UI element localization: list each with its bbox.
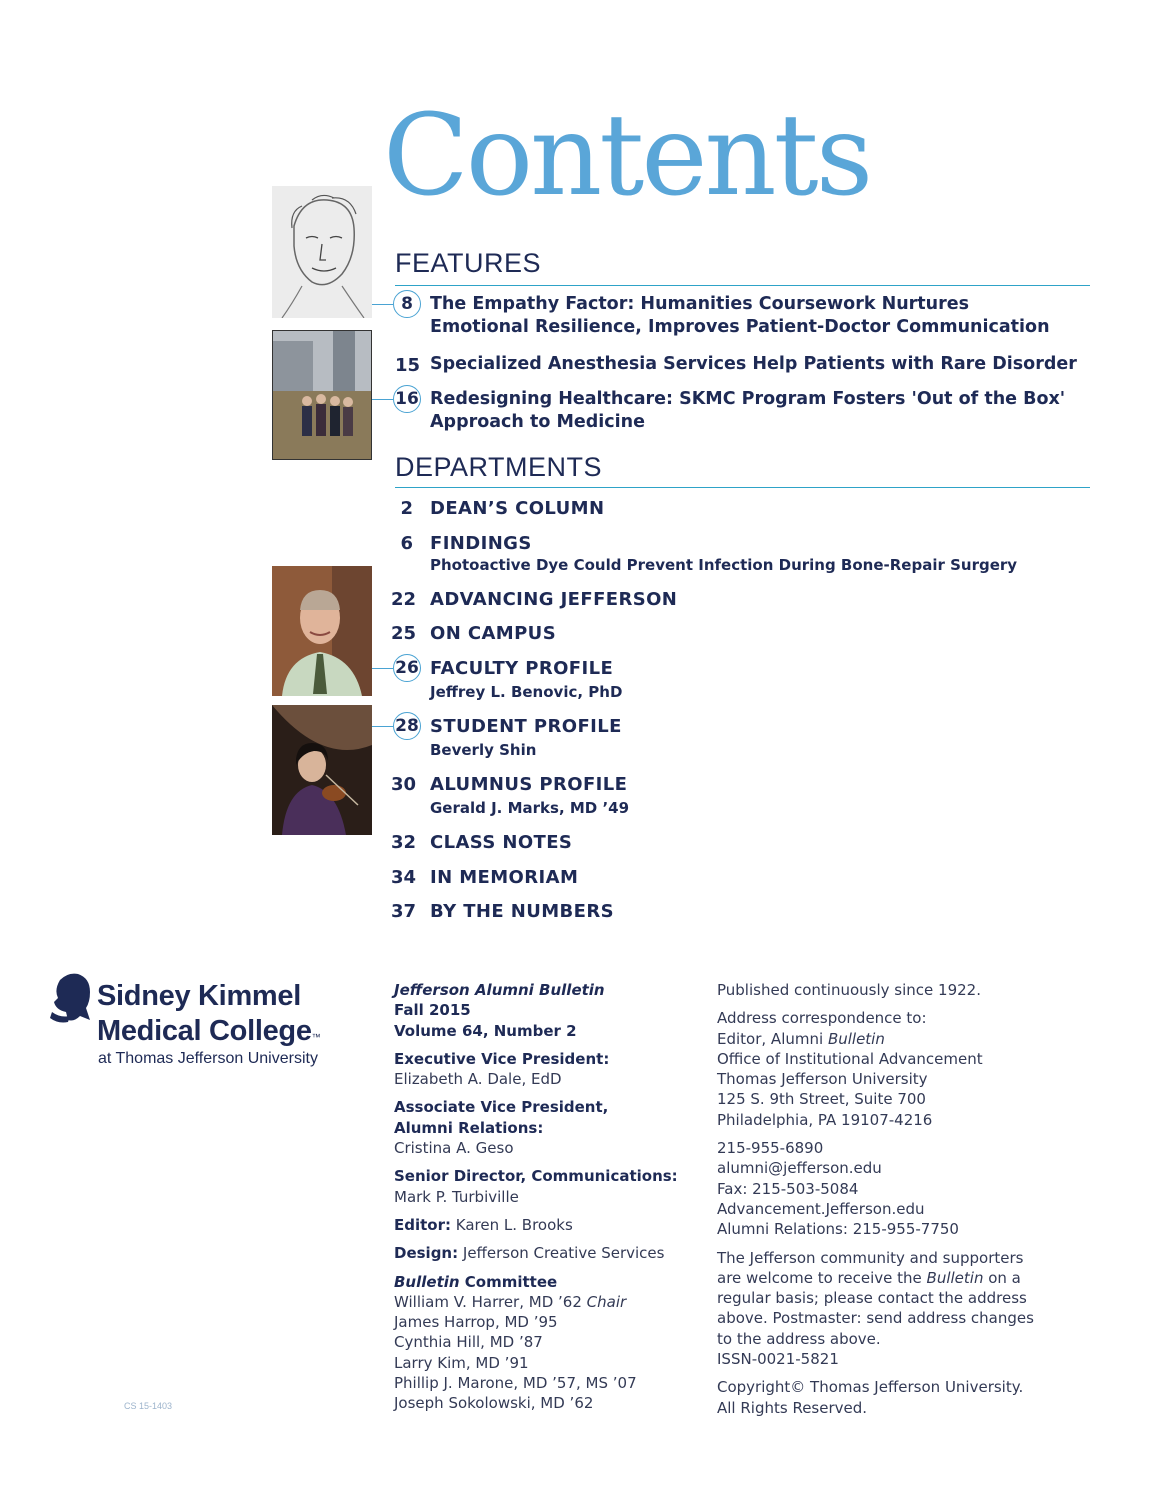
address-university: Thomas Jefferson University xyxy=(717,1070,928,1089)
committee-label: Bulletin Committee xyxy=(394,1272,558,1291)
copyright xyxy=(717,1377,1047,1418)
page-number: 22 xyxy=(391,589,417,610)
leader-line xyxy=(372,668,393,669)
address-street: 125 S. 9th Street, Suite 700 xyxy=(717,1090,926,1109)
address-intro: Address correspondence to: xyxy=(717,1009,927,1028)
committee-member: James Harrop, MD ’95 xyxy=(394,1313,558,1332)
dept-item-advancing-jefferson[interactable]: ADVANCING JEFFERSON xyxy=(430,589,678,610)
page-number: 32 xyxy=(391,832,417,853)
address-city: Philadelphia, PA 19107-4216 xyxy=(717,1110,933,1129)
avp-block xyxy=(394,1097,694,1158)
leader-line xyxy=(372,726,393,727)
page-number: 30 xyxy=(391,774,417,795)
communications-label: Senior Director, Communications: xyxy=(394,1167,678,1186)
publication-info xyxy=(717,980,1047,1418)
dept-item-by-the-numbers[interactable]: BY THE NUMBERS xyxy=(430,901,614,922)
committee-member: Joseph Sokolowski, MD ’62 xyxy=(394,1394,594,1413)
college-logo-mark xyxy=(50,972,94,1030)
thumbnail-student-violinist xyxy=(272,705,372,835)
communications-name: Mark P. Turbiville xyxy=(394,1187,519,1206)
design-label: Design: xyxy=(394,1244,459,1263)
editor-block xyxy=(394,1215,694,1235)
dept-subtitle: Photoactive Dye Could Prevent Infection During Bone-Repair Surgery xyxy=(430,556,1018,574)
notice-line: are welcome to receive the Bulletin on a xyxy=(717,1268,1021,1287)
departments-heading: DEPARTMENTS xyxy=(395,452,603,482)
dept-item-alumnus-profile[interactable]: ALUMNUS PROFILE xyxy=(430,774,628,795)
silhouette-icon xyxy=(50,972,94,1026)
page-number-badge: 16 xyxy=(393,385,421,413)
copyright-line: All Rights Reserved. xyxy=(717,1398,868,1417)
leader-line xyxy=(372,304,393,305)
phone: 215-955-6890 xyxy=(717,1139,824,1158)
evp-label: Executive Vice President: xyxy=(394,1049,610,1068)
notice-line: The Jefferson community and supporters xyxy=(717,1248,1024,1267)
communications-block xyxy=(394,1166,694,1207)
publication-block xyxy=(394,980,694,1041)
committee-member: Larry Kim, MD ’91 xyxy=(394,1353,529,1372)
avp-label: Associate Vice President, xyxy=(394,1098,609,1117)
committee-block xyxy=(394,1272,694,1414)
committee-member: Cynthia Hill, MD ’87 xyxy=(394,1333,543,1352)
feature-title-line: Specialized Anesthesia Services Help Patients with Rare Disorder xyxy=(430,354,1077,374)
editor-label: Editor: xyxy=(394,1215,451,1234)
dept-item-findings[interactable]: FINDINGS xyxy=(430,533,532,554)
evp-name: Elizabeth A. Dale, EdD xyxy=(394,1070,562,1089)
thumbnail-faculty-portrait xyxy=(272,566,372,696)
features-divider xyxy=(395,285,1090,286)
page-number-badge: 28 xyxy=(393,712,421,740)
copyright-line: Copyright© Thomas Jefferson University. xyxy=(717,1378,1024,1397)
thumbnail-group-photo xyxy=(272,330,372,460)
address-office: Office of Institutional Advancement xyxy=(717,1049,983,1068)
page-number: 15 xyxy=(395,355,421,376)
editor-name: Karen L. Brooks xyxy=(455,1215,573,1234)
dept-item-deans-column[interactable]: DEAN’S COLUMN xyxy=(430,498,605,519)
avp-label: Alumni Relations: xyxy=(394,1118,544,1137)
dept-subtitle: Beverly Shin xyxy=(430,741,537,759)
dept-subtitle: Gerald J. Marks, MD ’49 xyxy=(430,799,630,817)
thumbnail-sketch-portrait xyxy=(272,186,372,318)
notice-line: above. Postmaster: send address changes xyxy=(717,1309,1034,1328)
page-number: 37 xyxy=(391,901,417,922)
page-title: Contents xyxy=(383,91,871,221)
leader-line xyxy=(372,399,393,400)
issue: Fall 2015 xyxy=(394,1001,471,1020)
departments-divider xyxy=(395,487,1090,488)
committee-member: Phillip J. Marone, MD ’57, MS ’07 xyxy=(394,1374,637,1393)
design-name: Jefferson Creative Services xyxy=(462,1244,665,1263)
page-number-badge: 8 xyxy=(393,290,421,318)
dept-subtitle: Jeffrey L. Benovic, PhD xyxy=(430,683,623,701)
evp-block xyxy=(394,1049,694,1090)
dept-item-student-profile[interactable]: STUDENT PROFILE xyxy=(430,716,622,737)
volume: Volume 64, Number 2 xyxy=(394,1021,577,1040)
email-link[interactable]: alumni@jefferson.edu xyxy=(717,1159,882,1178)
issn: ISSN-0021-5821 xyxy=(717,1350,839,1369)
page-number: 25 xyxy=(391,623,417,644)
trademark: ™ xyxy=(311,1032,321,1042)
dept-item-class-notes[interactable]: CLASS NOTES xyxy=(430,832,573,853)
feature-title-line: Approach to Medicine xyxy=(430,412,645,432)
alumni-relations-phone: Alumni Relations: 215-955-7750 xyxy=(717,1220,959,1239)
logo-line-1: Sidney Kimmel xyxy=(97,980,301,1012)
page-number: 6 xyxy=(400,533,413,554)
subscription-notice xyxy=(717,1248,1047,1370)
committee-member: William V. Harrer, MD ’62 Chair xyxy=(394,1292,627,1311)
features-heading: FEATURES xyxy=(395,248,542,278)
feature-title-line: The Empathy Factor: Humanities Coursework Nurtures xyxy=(430,294,970,314)
job-code: CS 15-1403 xyxy=(124,1401,173,1411)
notice-line: regular basis; please contact the address xyxy=(717,1289,1027,1308)
avp-name: Cristina A. Geso xyxy=(394,1139,514,1158)
feature-item-empathy[interactable] xyxy=(430,293,1050,339)
page-number-badge: 26 xyxy=(393,654,421,682)
page-number: 2 xyxy=(400,498,413,519)
dept-item-on-campus[interactable]: ON CAMPUS xyxy=(430,623,557,644)
logo-line-2-text: Medical College xyxy=(97,1015,312,1047)
logo-line-2 xyxy=(97,1014,320,1054)
website-link[interactable]: Advancement.Jefferson.edu xyxy=(717,1199,925,1218)
feature-title-line: Redesigning Healthcare: SKMC Program Fosters 'Out of the Box' xyxy=(430,389,1066,409)
feature-item-redesigning-healthcare[interactable] xyxy=(430,388,1065,434)
dept-item-faculty-profile[interactable]: FACULTY PROFILE xyxy=(430,658,614,679)
feature-item-anesthesia[interactable] xyxy=(430,353,1077,376)
logo-line-3: at Thomas Jefferson University xyxy=(98,1050,318,1067)
publication-name: Jefferson Alumni Bulletin xyxy=(394,981,605,999)
correspondence-address xyxy=(717,1008,1047,1130)
feature-title-line: Emotional Resilience, Improves Patient-Doctor Communication xyxy=(430,317,1050,337)
dept-item-in-memoriam[interactable]: IN MEMORIAM xyxy=(430,867,579,888)
masthead xyxy=(394,980,694,1414)
contact-block xyxy=(717,1138,1047,1239)
address-editor: Editor, Alumni Bulletin xyxy=(717,1029,885,1048)
design-block xyxy=(394,1243,694,1263)
fax: Fax: 215-503-5084 xyxy=(717,1179,859,1198)
notice-line: to the address above. xyxy=(717,1329,881,1348)
published-since: Published continuously since 1922. xyxy=(717,981,981,999)
page-number: 34 xyxy=(391,867,417,888)
